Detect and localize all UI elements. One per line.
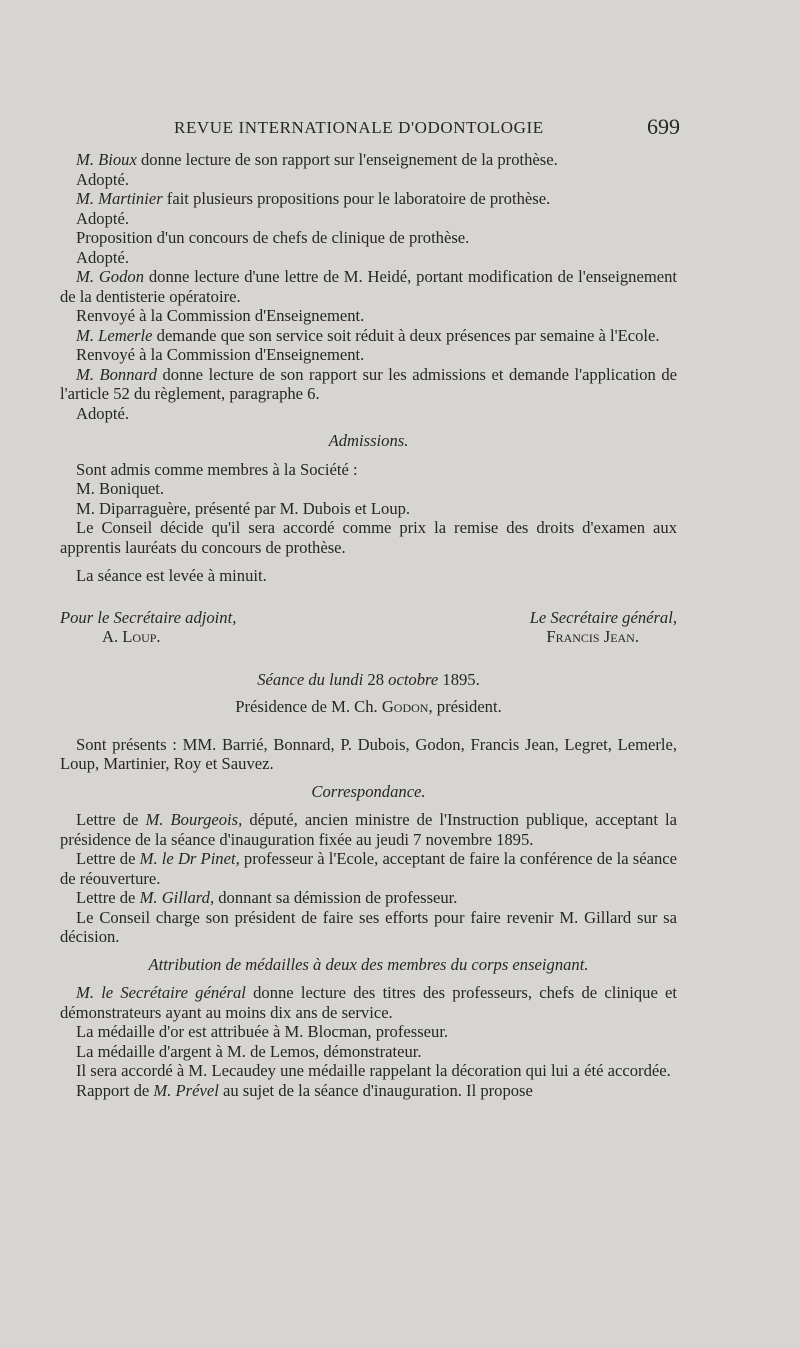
paragraph: Rapport de M. Prével au sujet de la séance d'inauguration. Il propose	[76, 1080, 533, 1100]
paragraph: M. Bonnard donne lecture de son rapport sur les admissions et demande l'application de l'article 52 du règlement, paragraphe 6.	[60, 364, 677, 403]
paragraph: La médaille d'argent à M. de Lemos, démonstrateur.	[76, 1041, 422, 1061]
paragraph: Le Conseil charge son président de faire ses efforts pour faire revenir M. Gillard sur sa décision.	[60, 907, 677, 946]
paragraph: Renvoyé à la Commission d'Enseignement.	[76, 345, 365, 364]
paragraph: M. Martinier fait plusieurs propositions pour le laboratoire de prothèse.	[76, 189, 551, 208]
paragraph: Lettre de M. le Dr Pinet, professeur à l'Ecole, acceptant de faire la conférence de la séance de réouverture.	[60, 849, 677, 888]
paragraph: Le Conseil décide qu'il sera accordé comme prix la remise des droits d'examen aux apprentis lauréats du concours de prothèse.	[60, 518, 677, 557]
paragraph: Lettre de M. Bourgeois, député, ancien ministre de l'Instruction publique, acceptant la présidence de la séance d'inauguration fixée au jeudi 7 novembre 1895.	[60, 810, 677, 849]
paragraph: Adopté.	[76, 247, 129, 267]
presidence-line: Présidence de M. Ch. Godon, président.	[235, 697, 502, 716]
signatures	[60, 608, 677, 647]
page-header	[174, 114, 680, 142]
section-heading-correspondance: Correspondance.	[311, 781, 426, 801]
paragraph: M. Diparraguère, présenté par M. Dubois et Loup.	[76, 498, 411, 518]
page-body	[60, 150, 677, 1100]
paragraph: M. Bioux donne lecture de son rapport sur l'enseignement de la prothèse.	[76, 150, 558, 169]
page-number: 699	[647, 114, 680, 139]
speaker-name: M. Bonnard	[76, 364, 157, 384]
signature-name: A. Loup.	[102, 627, 161, 646]
attendance-paragraph: Sont présents : MM. Barrié, Bonnard, P. Dubois, Godon, Francis Jean, Legret, Lemerle, Loup, Martinier, Roy et Sauvez.	[60, 734, 677, 773]
paragraph: Proposition d'un concours de chefs de clinique de prothèse.	[76, 228, 470, 247]
signature-name: Francis Jean.	[546, 627, 639, 646]
speaker-name: M. Lemerle	[76, 325, 153, 345]
paragraph: M. Godon donne lecture d'une lettre de M. Heidé, portant modification de l'enseignement de la dentisterie opératoire.	[60, 267, 677, 306]
paragraph: La médaille d'or est attribuée à M. Blocman, professeur.	[76, 1022, 449, 1041]
paragraph: Il sera accordé à M. Lecaudey une médaille rappelant la décoration qui lui a été accordée.	[76, 1061, 671, 1080]
paragraph: Sont admis comme membres à la Société :	[76, 459, 358, 479]
signature-left	[60, 608, 236, 647]
paragraph: Adopté.	[76, 208, 129, 228]
seance-heading: Séance du lundi 28 octobre 1895.	[257, 669, 480, 689]
speaker-name: M. Godon	[76, 267, 144, 286]
closing-line: La séance est levée à minuit.	[76, 566, 267, 585]
running-title: REVUE INTERNATIONALE D'ODONTOLOGIE	[174, 118, 544, 137]
section-heading-admissions: Admissions.	[328, 431, 409, 450]
paragraph: Lettre de M. Gillard, donnant sa démission de professeur.	[76, 888, 458, 907]
paragraph: M. le Secrétaire général donne lecture des titres des professeurs, chefs de clinique et démonstrateurs ayant au moins dix ans de service.	[60, 983, 677, 1022]
paragraph: M. Lemerle demande que son service soit réduit à deux présences par semaine à l'Ecole.	[76, 325, 660, 345]
paragraph: Adopté.	[76, 403, 129, 423]
paragraph: Renvoyé à la Commission d'Enseignement.	[76, 306, 365, 325]
paragraph: Adopté.	[76, 169, 129, 189]
paragraph: M. Boniquet.	[76, 479, 165, 498]
speaker-name: M. Bioux	[76, 150, 137, 169]
signature-role: Pour le Secrétaire adjoint,	[60, 607, 237, 627]
section-heading-attribution: Attribution de médailles à deux des membres du corps enseignant.	[148, 954, 589, 974]
signature-role: Le Secrétaire général,	[529, 607, 677, 627]
speaker-name: M. Martinier	[76, 189, 163, 208]
signature-right	[530, 608, 677, 647]
